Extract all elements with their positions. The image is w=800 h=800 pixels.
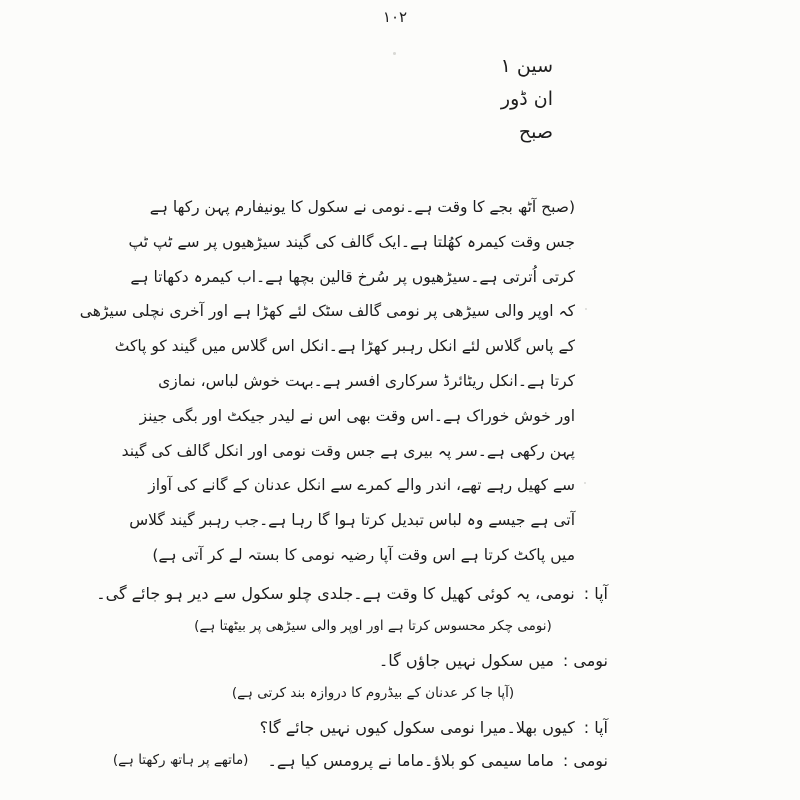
scan-speck — [393, 52, 396, 55]
scene-number: سین ۱ — [500, 55, 553, 77]
speaker-label: نومی : — [562, 750, 608, 770]
scan-speck — [584, 482, 586, 484]
speaker-label: نومی : — [562, 650, 608, 670]
stage-direction: (آپا جا کر عدنان کے بیڈروم کا دروازہ بند کرتی ہے) — [231, 685, 515, 702]
stage-direction-line: کرتا ہے۔انکل ریٹائرڈ سرکاری افسر ہے۔بہت خوش لباس، نمازی — [158, 371, 575, 390]
scene-heading — [501, 50, 553, 149]
scene-time: صبح — [518, 121, 553, 143]
stage-direction-line: (صبح آٹھ بجے کا وقت ہے۔نومی نے سکول کا یونیفارم پہن رکھا ہے — [149, 198, 575, 216]
dialogue-line — [138, 644, 608, 677]
stage-direction-line: کرتی اُترتی ہے۔سیڑھیوں پر سُرخ قالین بچھا ہے۔اب کیمرہ دکھاتا ہے — [130, 267, 575, 286]
speaker-label: آپا : — [583, 717, 608, 737]
dialogue-line — [112, 744, 608, 777]
stage-direction-line: میں پاکٹ کرتا ہے اس وقت آپا رضیہ نومی کا بستہ لے کر آتی ہے) — [152, 545, 575, 564]
inline-stage-direction: (ماتھے پر ہاتھ رکھتا ہے) — [112, 751, 249, 768]
page-number: ۱۰۲ — [382, 8, 408, 26]
scan-speck — [585, 308, 587, 310]
stage-direction-line: جس وقت کیمرہ کھُلتا ہے۔ایک گالف کی گیند سیڑھیوں پر سے ٹپ ٹپ — [128, 232, 575, 251]
dialogue-text: کیوں بھلا۔میرا نومی سکول کیوں نہیں جائے گا؟ — [259, 717, 575, 737]
speaker-label: آپا : — [583, 584, 608, 603]
dialogue-line — [96, 577, 608, 610]
stage-direction: (نومی چکر محسوس کرتا ہے اور اوپر والی سیڑھی پر بیٹھتا ہے) — [194, 618, 552, 635]
dialogue-text: ماما سیمی کو بلاؤ۔ماما نے پرومس کیا ہے۔ — [267, 750, 554, 770]
stage-direction-line: آتی ہے جیسے وہ لباس تبدیل کرتا ہوا گا رہا ہے۔جب رہبر گیند گلاس — [129, 511, 575, 530]
dialogue-line — [138, 711, 608, 744]
stage-direction-line: اور خوش خوراک ہے۔اس وقت بھی اس نے لیدر جیکٹ اور بگی جینز — [139, 406, 575, 425]
stage-direction-line: سے کھیل رہے تھے، اندر والے کمرے سے انکل عدنان کے گانے کی آواز — [148, 476, 575, 495]
dialogue-text: میں سکول نہیں جاؤں گا۔ — [378, 650, 554, 670]
opening-stage-direction — [79, 190, 575, 573]
dialogue-text: نومی، یہ کوئی کھیل کا وقت ہے۔جلدی چلو سکول سے دیر ہو جائے گی۔ — [96, 584, 575, 603]
scene-location: ان ڈور — [500, 88, 553, 110]
dialogue-section — [96, 577, 608, 777]
stage-direction-line: کہ اوپر والی سیڑھی پر نومی گالف سٹک لئے کھڑا ہے اور آخری نچلی سیڑھی — [79, 302, 575, 321]
stage-direction-line: کے پاس گلاس لئے انکل رہبر کھڑا ہے۔انکل اس گلاس میں گیند کو پاکٹ — [114, 337, 575, 356]
stage-direction-line: پہن رکھی ہے۔سر پہ بیری ہے جس وقت نومی اور انکل گالف کی گیند — [121, 441, 575, 460]
